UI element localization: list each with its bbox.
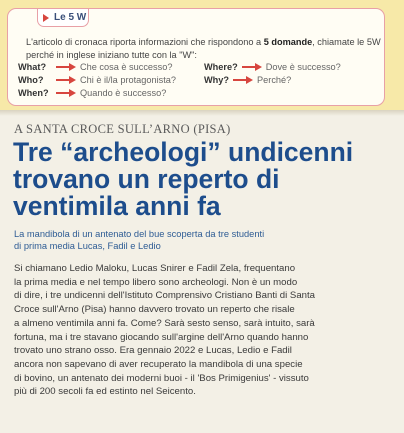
article-subtitle bbox=[14, 228, 394, 252]
body-line: più di 200 secoli fa ed estinto nel Seicento. bbox=[14, 386, 196, 398]
headline-line: trovano un reperto di bbox=[13, 164, 280, 194]
question-word: What? bbox=[18, 62, 47, 72]
arrow-right-icon bbox=[233, 75, 253, 85]
arrow-right-icon bbox=[56, 88, 76, 98]
page-fold bbox=[0, 110, 404, 116]
arrow-right-icon bbox=[242, 62, 262, 72]
question-answer: Perché? bbox=[257, 75, 292, 85]
article-location: A SANTA CROCE SULL’ARNO (PISA) bbox=[14, 122, 231, 136]
triangle-icon bbox=[43, 14, 49, 22]
body-line: Si chiamano Ledio Maloku, Lucas Snirer e Fadil Zela, frequentano bbox=[14, 263, 296, 274]
intro-text-bold: 5 domande bbox=[263, 37, 313, 47]
question-answer: Dove è successo? bbox=[265, 62, 341, 72]
arrow-right-icon bbox=[56, 75, 76, 85]
question-word: Why? bbox=[204, 75, 230, 85]
five-w-tab bbox=[37, 9, 89, 27]
body-line: trovato uno strano osso. Era gennaio 2022 e Lucas, Ledio e Fadil bbox=[14, 345, 292, 357]
intro-text-post: , chiamate le 5W perché in inglese iniziano tutte con la "W": bbox=[26, 37, 381, 60]
arrow-right-icon bbox=[56, 62, 76, 72]
question-word: Where? bbox=[204, 62, 238, 72]
body-line: Croce sull'Arno (Pisa) hanno davvero trovato un reperto che risale bbox=[14, 304, 295, 316]
question-answer: Quando è successo? bbox=[80, 88, 167, 98]
body-line: di dire, i tre undicenni dell'Istituto Comprensivo Cristiano Banti di Santa bbox=[14, 290, 315, 302]
question-row-what bbox=[18, 61, 172, 73]
question-answer: Chi è il/la protagonista? bbox=[80, 75, 177, 85]
five-w-tab-label: Le 5 W bbox=[54, 12, 87, 23]
five-w-box bbox=[7, 8, 385, 106]
body-line: la prima media e nel tempo libero sono archeologi. Non è un modo bbox=[14, 276, 298, 288]
body-line: a almeno ventimila anni fa. Come? Sarà sesto senso, sarà intuito, sarà bbox=[14, 317, 315, 329]
body-line: ancora non sapevano di aver recuperato la mandibola di una specie bbox=[14, 358, 303, 370]
question-row-when bbox=[18, 87, 166, 99]
subtitle-line: La mandibola di un antenato del bue scoperta da tre studenti bbox=[14, 229, 265, 239]
question-row-where bbox=[204, 61, 341, 73]
subtitle-line: di prima media Lucas, Fadil e Ledio bbox=[14, 241, 161, 251]
five-w-intro bbox=[26, 36, 386, 61]
intro-text-pre: L'articolo di cronaca riporta informazioni che rispondono a bbox=[26, 37, 264, 47]
article-body bbox=[14, 262, 398, 399]
question-row-who bbox=[18, 74, 176, 86]
question-row-why bbox=[204, 74, 291, 86]
body-line: fortuna, ma i tre stavano giocando sull'argine dell'Arno quando hanno bbox=[14, 331, 309, 343]
body-line: di bovino, un antenato dei moderni buoi - il 'Bos Primigenius' - vissuto bbox=[14, 372, 309, 384]
headline-line: Tre “archeologi” undicenni bbox=[13, 137, 354, 167]
question-word: Who? bbox=[18, 75, 44, 85]
question-word: When? bbox=[18, 88, 49, 98]
question-answer: Che cosa è successo? bbox=[80, 62, 173, 72]
headline-line: ventimila anni fa bbox=[13, 191, 221, 221]
article-headline bbox=[13, 139, 393, 220]
